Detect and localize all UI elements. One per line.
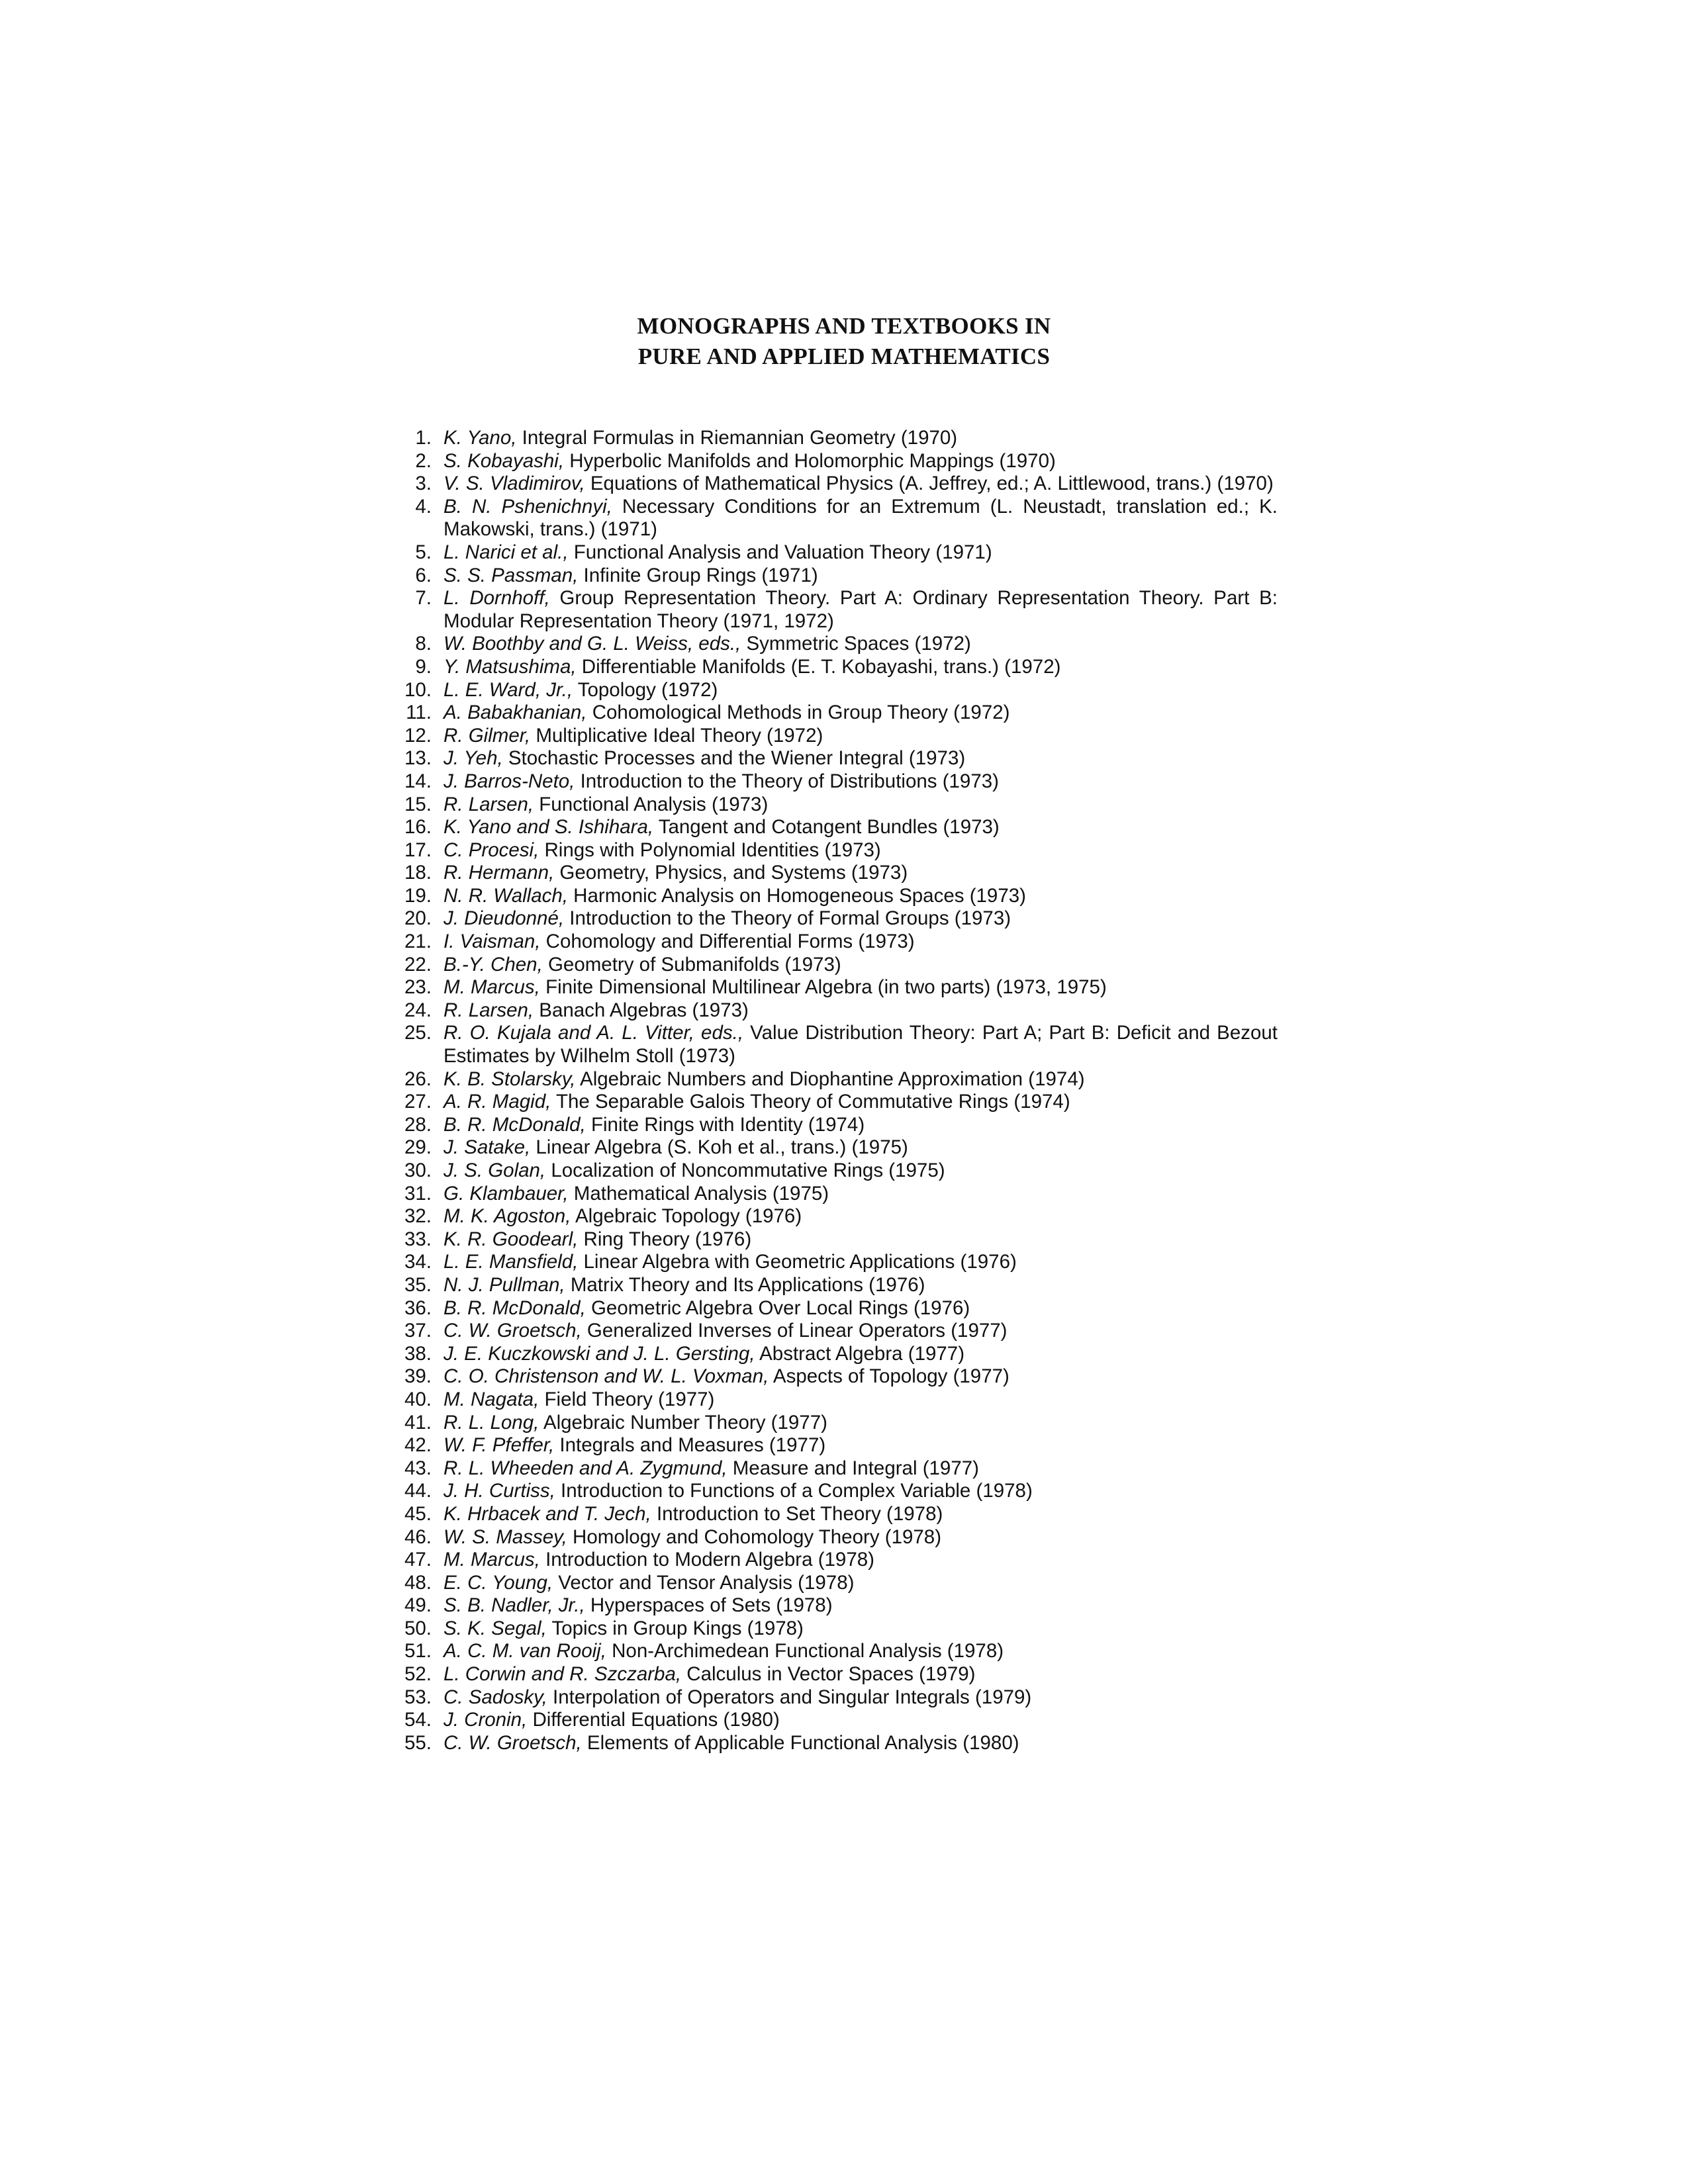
entry-text — [444, 1594, 1278, 1617]
entry-title: Integrals and Measures (1977) — [554, 1434, 826, 1457]
entry-number: 25. — [404, 1022, 432, 1044]
entry-text — [444, 1663, 1278, 1686]
book-entry — [396, 450, 1278, 473]
entry-number: 50. — [404, 1617, 432, 1639]
entry-text — [444, 1091, 1278, 1114]
entry-title: Finite Rings with Identity (1974) — [585, 1113, 865, 1136]
entry-title: Matrix Theory and Its Applications (1976) — [565, 1273, 925, 1296]
entry-author: L. E. Ward, Jr., — [444, 678, 573, 701]
entry-author: N. R. Wallach, — [444, 884, 568, 907]
entry-title: Cohomology and Differential Forms (1973) — [540, 931, 915, 953]
entry-author: B. R. McDonald, — [444, 1297, 586, 1319]
entry-number: 26. — [404, 1068, 432, 1090]
book-list — [396, 427, 1278, 1754]
book-entry — [396, 541, 1278, 565]
entry-author: L. E. Mansfield, — [444, 1251, 579, 1273]
entry-author: J. E. Kuczkowski and J. L. Gersting, — [444, 1342, 755, 1365]
entry-text — [444, 1457, 1278, 1480]
entry-text — [444, 633, 1278, 656]
entry-text — [444, 1686, 1278, 1709]
entry-number: 19. — [404, 884, 432, 907]
entry-text — [444, 931, 1278, 954]
entry-number: 34. — [404, 1251, 432, 1273]
book-entry — [396, 725, 1278, 748]
book-entry — [396, 794, 1278, 817]
entry-text — [444, 1136, 1278, 1160]
entry-author: J. Dieudonné, — [444, 907, 565, 930]
book-entry — [396, 1594, 1278, 1617]
entry-author: W. F. Pfeffer, — [444, 1434, 555, 1457]
entry-author: L. Corwin and R. Szczarba, — [444, 1663, 682, 1686]
entry-text — [444, 679, 1278, 702]
entry-number: 16. — [404, 816, 432, 839]
book-entry — [396, 1160, 1278, 1183]
entry-text — [444, 999, 1278, 1023]
entry-number: 30. — [404, 1160, 432, 1181]
book-entry — [396, 587, 1278, 633]
book-entry — [396, 473, 1278, 496]
entry-title: Algebraic Topology (1976) — [571, 1205, 802, 1228]
book-entry — [396, 1114, 1278, 1137]
entry-text — [444, 541, 1278, 565]
entry-author: M. K. Agoston, — [444, 1205, 571, 1228]
entry-text — [444, 565, 1278, 588]
entry-title: Functional Analysis and Valuation Theory (1971) — [568, 541, 992, 563]
book-entry — [396, 496, 1278, 541]
entry-title: Measure and Integral (1977) — [727, 1457, 979, 1479]
book-entry — [396, 1320, 1278, 1343]
entry-title: Introduction to Modern Algebra (1978) — [539, 1549, 874, 1571]
entry-text — [444, 1388, 1278, 1412]
entry-text — [444, 427, 1278, 450]
entry-number: 49. — [404, 1594, 432, 1617]
entry-title: Equations of Mathematical Physics (A. Jeffrey, ed.; A. Littlewood, trans.) (1970) — [585, 473, 1274, 495]
entry-title: Differential Equations (1980) — [527, 1709, 780, 1731]
entry-title: Rings with Polynomial Identities (1973) — [539, 839, 881, 861]
entry-text — [444, 1205, 1278, 1228]
entry-title: Introduction to Set Theory (1978) — [651, 1502, 943, 1525]
entry-number: 46. — [404, 1525, 432, 1548]
entry-title: Calculus in Vector Spaces (1979) — [681, 1663, 976, 1686]
entry-author: K. Hrbacek and T. Jech, — [444, 1502, 651, 1525]
entry-text — [444, 450, 1278, 473]
entry-number: 8. — [415, 633, 432, 655]
entry-author: A. Babakhanian, — [444, 702, 587, 724]
series-heading — [0, 311, 1688, 372]
book-entry — [396, 1091, 1278, 1114]
entry-number: 24. — [404, 999, 432, 1021]
entry-text — [444, 1228, 1278, 1251]
entry-number: 31. — [404, 1182, 432, 1205]
entry-text — [444, 862, 1278, 885]
book-entry — [396, 999, 1278, 1023]
book-entry — [396, 954, 1278, 977]
entry-title: Mathematical Analysis (1975) — [568, 1182, 829, 1205]
entry-text — [444, 816, 1278, 839]
entry-text — [444, 1022, 1278, 1068]
entry-number: 40. — [404, 1388, 432, 1410]
entry-author: G. Klambauer, — [444, 1182, 569, 1205]
entry-number: 54. — [404, 1709, 432, 1731]
entry-author: R. L. Long, — [444, 1411, 539, 1433]
entry-number: 44. — [404, 1480, 432, 1502]
entry-number: 42. — [404, 1434, 432, 1457]
entry-text — [444, 1617, 1278, 1641]
entry-number: 35. — [404, 1273, 432, 1296]
entry-title: Abstract Algebra (1977) — [755, 1342, 965, 1365]
book-entry — [396, 633, 1278, 656]
book-entry — [396, 862, 1278, 885]
book-entry — [396, 816, 1278, 839]
entry-title: Symmetric Spaces (1972) — [741, 633, 971, 655]
entry-author: M. Nagata, — [444, 1388, 539, 1410]
entry-title: Introduction to Functions of a Complex Variable (1978) — [555, 1480, 1033, 1502]
entry-author: R. Gilmer, — [444, 724, 531, 747]
entry-text — [444, 1503, 1278, 1526]
entry-text — [444, 1526, 1278, 1549]
entry-text — [444, 656, 1278, 679]
entry-text — [444, 770, 1278, 794]
book-entry — [396, 1549, 1278, 1572]
entry-text — [444, 1160, 1278, 1183]
book-entry — [396, 907, 1278, 931]
entry-text — [444, 1434, 1278, 1457]
series-heading-line-2: PURE AND APPLIED MATHEMATICS — [637, 343, 1051, 369]
entry-text — [444, 1251, 1278, 1274]
entry-author: C. Sadosky, — [444, 1686, 547, 1708]
book-entry — [396, 1732, 1278, 1755]
entry-number: 17. — [404, 839, 432, 861]
book-entry — [396, 1251, 1278, 1274]
entry-number: 10. — [404, 678, 432, 701]
entry-number: 5. — [415, 541, 432, 563]
entry-text — [444, 1640, 1278, 1663]
entry-number: 51. — [404, 1640, 432, 1662]
entry-title: Finite Dimensional Multilinear Algebra (in two parts) (1973, 1975) — [539, 976, 1107, 999]
entry-text — [444, 1732, 1278, 1755]
entry-author: A. C. M. van Rooij, — [444, 1640, 606, 1662]
entry-text — [444, 725, 1278, 748]
entry-title: Interpolation of Operators and Singular Integrals (1979) — [547, 1686, 1032, 1708]
entry-text — [444, 587, 1278, 633]
book-entry — [396, 976, 1278, 999]
book-entry — [396, 1572, 1278, 1595]
entry-number: 38. — [404, 1342, 432, 1365]
entry-author: S. B. Nadler, Jr., — [444, 1594, 585, 1617]
book-entry — [396, 1343, 1278, 1366]
entry-author: C. O. Christenson and W. L. Voxman, — [444, 1365, 769, 1388]
entry-title: Non-Archimedean Functional Analysis (1978) — [606, 1640, 1004, 1662]
book-entry — [396, 1640, 1278, 1663]
entry-author: A. R. Magid, — [444, 1091, 551, 1113]
entry-author: C. W. Groetsch, — [444, 1731, 582, 1754]
entry-author: B.-Y. Chen, — [444, 953, 543, 976]
book-entry — [396, 839, 1278, 862]
entry-author: C. W. Groetsch, — [444, 1320, 582, 1342]
entry-number: 55. — [404, 1731, 432, 1754]
entry-title: Algebraic Numbers and Diophantine Approximation (1974) — [575, 1068, 1085, 1090]
entry-title: Geometric Algebra Over Local Rings (1976) — [585, 1297, 970, 1319]
entry-title: Geometry of Submanifolds (1973) — [542, 953, 841, 976]
entry-text — [444, 907, 1278, 931]
entry-text — [444, 1183, 1278, 1206]
entry-text — [444, 1709, 1278, 1732]
entry-author: R. L. Wheeden and A. Zygmund, — [444, 1457, 727, 1479]
book-entry — [396, 1617, 1278, 1641]
book-entry — [396, 770, 1278, 794]
entry-number: 14. — [404, 770, 432, 792]
entry-number: 22. — [404, 953, 432, 976]
entry-number: 52. — [404, 1663, 432, 1686]
book-entry — [396, 1183, 1278, 1206]
entry-title: Hyperspaces of Sets (1978) — [585, 1594, 833, 1617]
entry-number: 27. — [404, 1091, 432, 1113]
entry-title: Multiplicative Ideal Theory (1972) — [530, 724, 823, 747]
entry-title: Topology (1972) — [573, 678, 718, 701]
book-entry — [396, 1365, 1278, 1388]
book-entry — [396, 1709, 1278, 1732]
entry-title: Elements of Applicable Functional Analysis (1980) — [581, 1731, 1019, 1754]
book-entry — [396, 1022, 1278, 1068]
entry-text — [444, 1365, 1278, 1388]
entry-author: K. Yano and S. Ishihara, — [444, 816, 654, 839]
entry-title: Harmonic Analysis on Homogeneous Spaces (1973) — [567, 884, 1026, 907]
entry-text — [444, 1068, 1278, 1091]
entry-number: 6. — [415, 564, 432, 586]
entry-number: 29. — [404, 1136, 432, 1159]
entry-author: R. O. Kujala and A. L. Vitter, eds., — [444, 1022, 744, 1044]
entry-text — [444, 954, 1278, 977]
entry-title: Linear Algebra with Geometric Applications (1976) — [578, 1251, 1017, 1273]
book-entry — [396, 1228, 1278, 1251]
book-entry — [396, 1388, 1278, 1412]
entry-author: N. J. Pullman, — [444, 1273, 565, 1296]
entry-number: 32. — [404, 1205, 432, 1228]
entry-author: R. Larsen, — [444, 999, 534, 1021]
entry-author: J. Barros-Neto, — [444, 770, 575, 792]
entry-text — [444, 1297, 1278, 1320]
entry-title: Infinite Group Rings (1971) — [578, 564, 818, 586]
book-entry — [396, 702, 1278, 725]
entry-number: 11. — [406, 702, 432, 724]
entry-author: M. Marcus, — [444, 1549, 540, 1571]
book-entry — [396, 1434, 1278, 1457]
entry-number: 53. — [404, 1686, 432, 1708]
entry-title: Introduction to the Theory of Formal Groups (1973) — [564, 907, 1011, 930]
entry-number: 12. — [404, 724, 432, 747]
entry-title: Integral Formulas in Riemannian Geometry (1970) — [516, 427, 958, 449]
entry-title: Stochastic Processes and the Wiener Integral (1973) — [502, 747, 966, 770]
entry-title: Localization of Noncommutative Rings (1975) — [545, 1160, 945, 1181]
book-entry — [396, 1136, 1278, 1160]
entry-author: E. C. Young, — [444, 1571, 553, 1594]
entry-text — [444, 794, 1278, 817]
entry-author: L. Dornhoff, — [444, 587, 550, 610]
entry-author: S. S. Passman, — [444, 564, 579, 586]
entry-number: 7. — [415, 587, 432, 610]
entry-number: 39. — [404, 1365, 432, 1388]
entry-title: Differentiable Manifolds (E. T. Kobayashi, trans.) (1972) — [576, 655, 1061, 678]
entry-author: W. Boothby and G. L. Weiss, eds., — [444, 633, 741, 655]
entry-author: I. Vaisman, — [444, 931, 541, 953]
entry-title: Group Representation Theory. Part A: Ordinary Representation Theory. Part B: Modular Representation Theory (1971, 1972) — [444, 587, 1278, 632]
entry-text — [444, 839, 1278, 862]
entry-title: Tangent and Cotangent Bundles (1973) — [653, 816, 1000, 839]
entry-author: S. K. Segal, — [444, 1617, 547, 1639]
entry-number: 23. — [404, 976, 432, 999]
entry-text — [444, 1412, 1278, 1435]
entry-author: W. S. Massey, — [444, 1525, 567, 1548]
entry-text — [444, 1572, 1278, 1595]
entry-author: B. N. Pshenichnyi, — [444, 495, 612, 518]
entry-text — [444, 1274, 1278, 1297]
entry-author: J. Cronin, — [444, 1709, 528, 1731]
entry-title: Ring Theory (1976) — [578, 1228, 752, 1250]
book-entry — [396, 1412, 1278, 1435]
book-entry — [396, 747, 1278, 770]
entry-author: R. Hermann, — [444, 862, 555, 884]
book-entry — [396, 1526, 1278, 1549]
entry-title: Topics in Group Kings (1978) — [546, 1617, 804, 1639]
entry-text — [444, 496, 1278, 541]
entry-author: J. Satake, — [444, 1136, 531, 1159]
book-entry — [396, 1274, 1278, 1297]
book-entry — [396, 1503, 1278, 1526]
book-entry — [396, 656, 1278, 679]
entry-text — [444, 885, 1278, 908]
entry-title: Necessary Conditions for an Extremum (L. Neustadt, translation ed.; K. Makowski, trans.) (1971) — [444, 495, 1278, 541]
entry-number: 9. — [415, 655, 432, 678]
entry-number: 1. — [415, 427, 432, 449]
book-entry — [396, 1297, 1278, 1320]
entry-title: Introduction to the Theory of Distributions (1973) — [575, 770, 999, 792]
entry-number: 37. — [404, 1320, 432, 1342]
book-entry — [396, 565, 1278, 588]
entry-author: V. S. Vladimirov, — [444, 473, 585, 495]
entry-author: K. R. Goodearl, — [444, 1228, 579, 1250]
entry-number: 3. — [415, 473, 432, 495]
entry-number: 47. — [404, 1549, 432, 1571]
entry-title: Homology and Cohomology Theory (1978) — [567, 1525, 942, 1548]
entry-title: Generalized Inverses of Linear Operators (1977) — [581, 1320, 1008, 1342]
entry-title: Geometry, Physics, and Systems (1973) — [554, 862, 908, 884]
book-entry — [396, 885, 1278, 908]
entry-number: 28. — [404, 1113, 432, 1136]
entry-text — [444, 747, 1278, 770]
book-entry — [396, 931, 1278, 954]
entry-number: 4. — [415, 495, 432, 518]
entry-author: L. Narici et al., — [444, 541, 569, 563]
book-entry — [396, 1663, 1278, 1686]
entry-number: 48. — [404, 1571, 432, 1594]
entry-author: J. H. Curtiss, — [444, 1480, 555, 1502]
entry-author: R. Larsen, — [444, 793, 534, 815]
entry-number: 18. — [404, 862, 432, 884]
series-heading-line-1: MONOGRAPHS AND TEXTBOOKS IN — [637, 313, 1051, 339]
entry-author: K. Yano, — [444, 427, 517, 449]
entry-text — [444, 1114, 1278, 1137]
entry-number: 15. — [404, 793, 432, 815]
entry-title: Value Distribution Theory: Part A; Part B: Deficit and Bezout Estimates by Wilhelm Stoll (1973) — [444, 1022, 1278, 1068]
book-entry — [396, 1457, 1278, 1480]
entry-number: 33. — [404, 1228, 432, 1250]
book-entry — [396, 1686, 1278, 1709]
entry-title: Linear Algebra (S. Koh et al., trans.) (1975) — [530, 1136, 908, 1159]
entry-title: Cohomological Methods in Group Theory (1972) — [586, 702, 1010, 724]
entry-title: Functional Analysis (1973) — [534, 793, 769, 815]
entry-text — [444, 1320, 1278, 1343]
entry-author: J. Yeh, — [444, 747, 503, 770]
entry-text — [444, 1343, 1278, 1366]
entry-number: 13. — [404, 747, 432, 770]
entry-number: 36. — [404, 1297, 432, 1319]
entry-text — [444, 1549, 1278, 1572]
entry-author: Y. Matsushima, — [444, 655, 577, 678]
entry-title: Banach Algebras (1973) — [534, 999, 749, 1021]
book-entry — [396, 1480, 1278, 1503]
entry-text — [444, 702, 1278, 725]
entry-title: The Separable Galois Theory of Commutative Rings (1974) — [551, 1091, 1070, 1113]
entry-author: J. S. Golan, — [444, 1160, 546, 1181]
entry-title: Field Theory (1977) — [539, 1388, 715, 1410]
book-entry — [396, 1068, 1278, 1091]
entry-text — [444, 473, 1278, 496]
entry-author: S. Kobayashi, — [444, 449, 565, 472]
entry-number: 41. — [404, 1411, 432, 1433]
entry-author: M. Marcus, — [444, 976, 540, 999]
entry-number: 45. — [404, 1502, 432, 1525]
entry-author: B. R. McDonald, — [444, 1113, 586, 1136]
entry-text — [444, 1480, 1278, 1503]
entry-title: Vector and Tensor Analysis (1978) — [553, 1571, 855, 1594]
entry-author: C. Procesi, — [444, 839, 539, 861]
entry-title: Hyperbolic Manifolds and Holomorphic Mappings (1970) — [564, 449, 1056, 472]
entry-title: Algebraic Number Theory (1977) — [539, 1411, 827, 1433]
entry-number: 21. — [404, 931, 432, 953]
entry-author: K. B. Stolarsky, — [444, 1068, 576, 1090]
book-entry — [396, 1205, 1278, 1228]
book-entry — [396, 427, 1278, 450]
entry-number: 20. — [404, 907, 432, 930]
entry-title: Aspects of Topology (1977) — [769, 1365, 1009, 1388]
entry-number: 43. — [404, 1457, 432, 1479]
entry-text — [444, 976, 1278, 999]
entry-number: 2. — [415, 449, 432, 472]
book-entry — [396, 679, 1278, 702]
